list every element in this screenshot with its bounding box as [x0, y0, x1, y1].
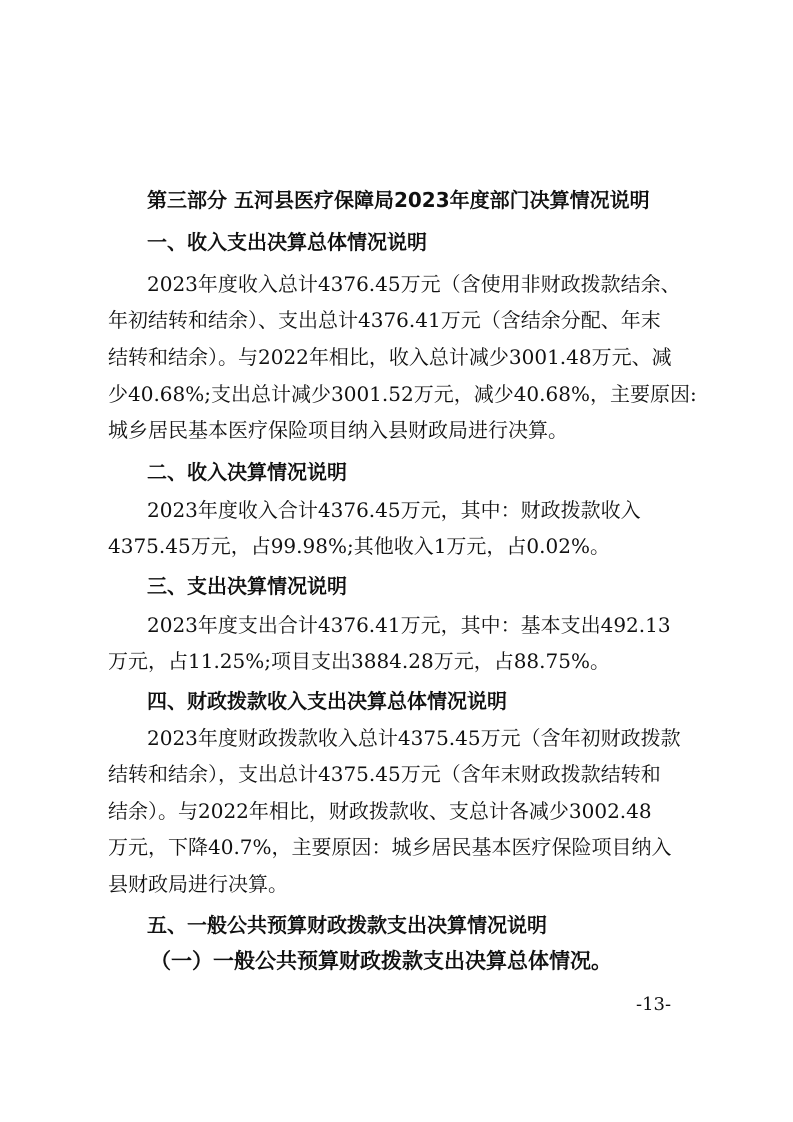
section-heading-4: 四、财政拨款收入支出决算总体情况说明	[147, 689, 507, 713]
paragraph-line: 县财政局进行决算。	[108, 872, 288, 896]
paragraph-line: 结转和结余），支出总计4375.45万元（含年末财政拨款结转和	[108, 762, 661, 786]
paragraph-line: 城乡居民基本医疗保险项目纳入县财政局进行决算。	[108, 418, 568, 442]
section-heading-1: 一、收入支出决算总体情况说明	[147, 230, 427, 254]
paragraph-line: 万元，占11.25%;项目支出3884.28万元，占88.75%。	[108, 649, 610, 673]
paragraph-line: 2023年度财政拨款收入总计4375.45万元（含年初财政拨款	[147, 726, 681, 750]
paragraph-line: 2023年度支出合计4376.41万元，其中：基本支出492.13	[147, 613, 671, 637]
page-number: -13-	[636, 994, 672, 1015]
paragraph-line: 4375.45万元，占99.98%;其他收入1万元，占0.02%。	[108, 534, 610, 558]
section-heading-3: 三、支出决算情况说明	[147, 574, 347, 598]
paragraph-line: 万元，下降40.7%，主要原因：城乡居民基本医疗保险项目纳入	[108, 835, 672, 859]
paragraph-line: 2023年度收入合计4376.45万元，其中：财政拨款收入	[147, 498, 641, 522]
paragraph-line: 2023年度收入总计4376.45万元（含使用非财政拨款结余、	[147, 272, 681, 296]
paragraph-line: 结转和结余）。与2022年相比，收入总计减少3001.48万元、减	[108, 345, 672, 369]
document-title: 第三部分 五河县医疗保障局2023年度部门决算情况说明	[147, 188, 650, 212]
section-subheading: （一）一般公共预算财政拨款支出决算总体情况。	[150, 949, 612, 973]
section-heading-2: 二、收入决算情况说明	[147, 460, 347, 484]
paragraph-line: 结余）。与2022年相比，财政拨款收、支总计各减少3002.48	[108, 799, 652, 823]
section-heading-5: 五、一般公共预算财政拨款支出决算情况说明	[147, 913, 547, 937]
paragraph-line: 少40.68%;支出总计减少3001.52万元，减少40.68%，主要原因:	[108, 382, 697, 406]
paragraph-line: 年初结转和结余）、支出总计4376.41万元（含结余分配、年末	[108, 308, 661, 332]
